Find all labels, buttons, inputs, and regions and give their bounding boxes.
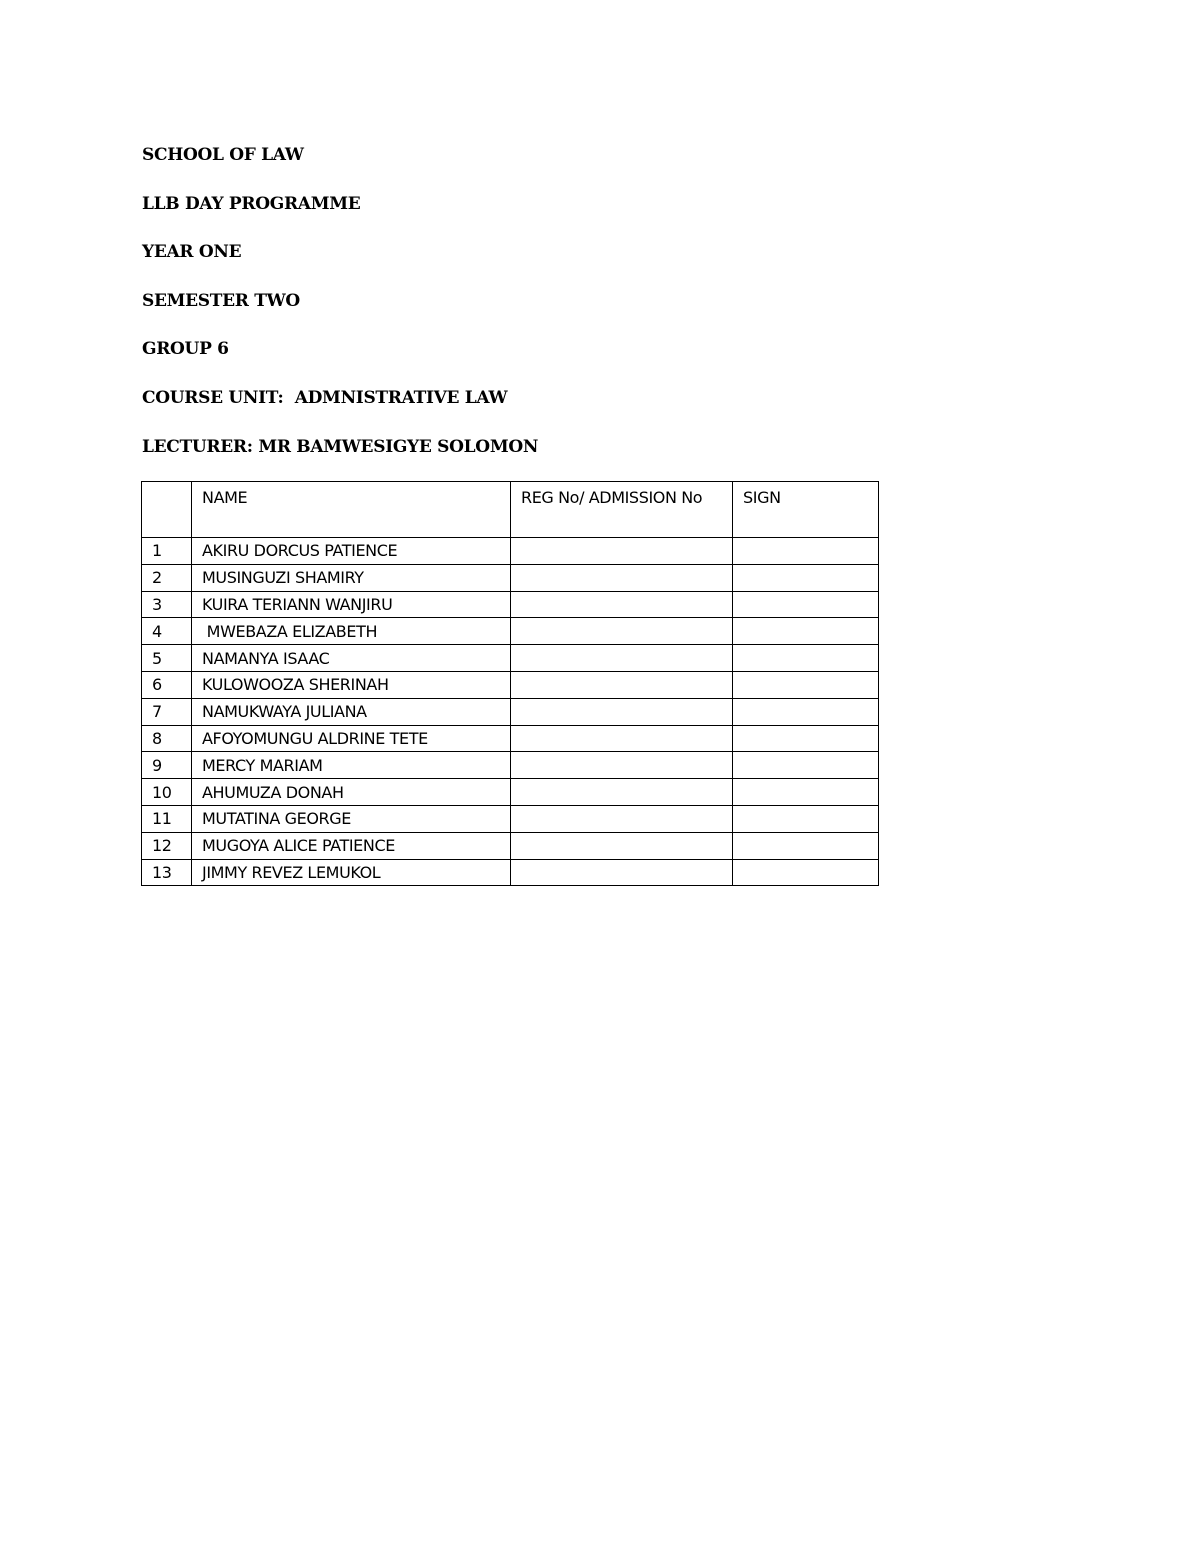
row-sign-cell[interactable] [733,538,879,565]
row-number-cell: 13 [142,859,192,886]
programme-heading: LLB DAY PROGRAMME [142,193,361,214]
row-number-cell: 1 [142,538,192,565]
row-number-cell: 8 [142,725,192,752]
row-name-cell: AHUMUZA DONAH [192,779,511,806]
row-reg-cell[interactable] [511,832,733,859]
row-sign-cell[interactable] [733,752,879,779]
row-number-cell: 7 [142,698,192,725]
row-reg-cell[interactable] [511,538,733,565]
row-sign-cell[interactable] [733,859,879,886]
table-row [142,805,879,832]
row-reg-cell[interactable] [511,805,733,832]
row-sign-cell[interactable] [733,591,879,618]
row-name-cell: MUTATINA GEORGE [192,805,511,832]
table-row [142,832,879,859]
table-row [142,538,879,565]
row-sign-cell[interactable] [733,779,879,806]
row-reg-cell[interactable] [511,752,733,779]
row-name-cell: MUSINGUZI SHAMIRY [192,564,511,591]
row-reg-cell[interactable] [511,564,733,591]
row-name-cell: AKIRU DORCUS PATIENCE [192,538,511,565]
table-row [142,564,879,591]
row-sign-cell[interactable] [733,725,879,752]
table-row [142,671,879,698]
year-heading: YEAR ONE [142,242,242,263]
header-name-cell: NAME [192,482,511,538]
row-number-cell: 6 [142,671,192,698]
row-number-cell: 12 [142,832,192,859]
header-number-cell [142,482,192,538]
row-reg-cell[interactable] [511,618,733,645]
row-number-cell: 3 [142,591,192,618]
row-name-cell: MERCY MARIAM [192,752,511,779]
row-sign-cell[interactable] [733,645,879,672]
table-row [142,591,879,618]
row-number-cell: 9 [142,752,192,779]
group-heading: GROUP 6 [142,339,229,360]
row-sign-cell[interactable] [733,805,879,832]
table-row [142,698,879,725]
table-row [142,645,879,672]
document-headings [142,143,1042,483]
table-row [142,779,879,806]
row-reg-cell[interactable] [511,859,733,886]
table-row [142,618,879,645]
course-unit-heading: COURSE UNIT: ADMNISTRATIVE LAW [142,387,508,408]
table-header-row [142,482,879,538]
semester-heading: SEMESTER TWO [142,290,300,311]
row-sign-cell[interactable] [733,832,879,859]
row-reg-cell[interactable] [511,645,733,672]
row-reg-cell[interactable] [511,671,733,698]
row-number-cell: 10 [142,779,192,806]
row-reg-cell[interactable] [511,698,733,725]
header-reg-cell: REG No/ ADMISSION No [511,482,733,538]
row-number-cell: 11 [142,805,192,832]
row-name-cell: NAMUKWAYA JULIANA [192,698,511,725]
row-sign-cell[interactable] [733,671,879,698]
lecturer-heading: LECTURER: MR BAMWESIGYE SOLOMON [142,436,539,457]
row-name-cell: JIMMY REVEZ LEMUKOL [192,859,511,886]
row-name-cell: KUIRA TERIANN WANJIRU [192,591,511,618]
row-reg-cell[interactable] [511,779,733,806]
row-sign-cell[interactable] [733,618,879,645]
header-sign-cell: SIGN [733,482,879,538]
row-name-cell: AFOYOMUNGU ALDRINE TETE [192,725,511,752]
row-name-cell: KULOWOOZA SHERINAH [192,671,511,698]
table-row [142,725,879,752]
row-name-cell: MWEBAZA ELIZABETH [192,618,511,645]
row-name-cell: NAMANYA ISAAC [192,645,511,672]
row-number-cell: 5 [142,645,192,672]
table-row [142,752,879,779]
row-number-cell: 4 [142,618,192,645]
school-heading: SCHOOL OF LAW [142,145,304,165]
table-row [142,859,879,886]
row-reg-cell[interactable] [511,591,733,618]
row-reg-cell[interactable] [511,725,733,752]
row-sign-cell[interactable] [733,698,879,725]
row-number-cell: 2 [142,564,192,591]
row-name-cell: MUGOYA ALICE PATIENCE [192,832,511,859]
row-sign-cell[interactable] [733,564,879,591]
attendance-table [141,481,879,886]
